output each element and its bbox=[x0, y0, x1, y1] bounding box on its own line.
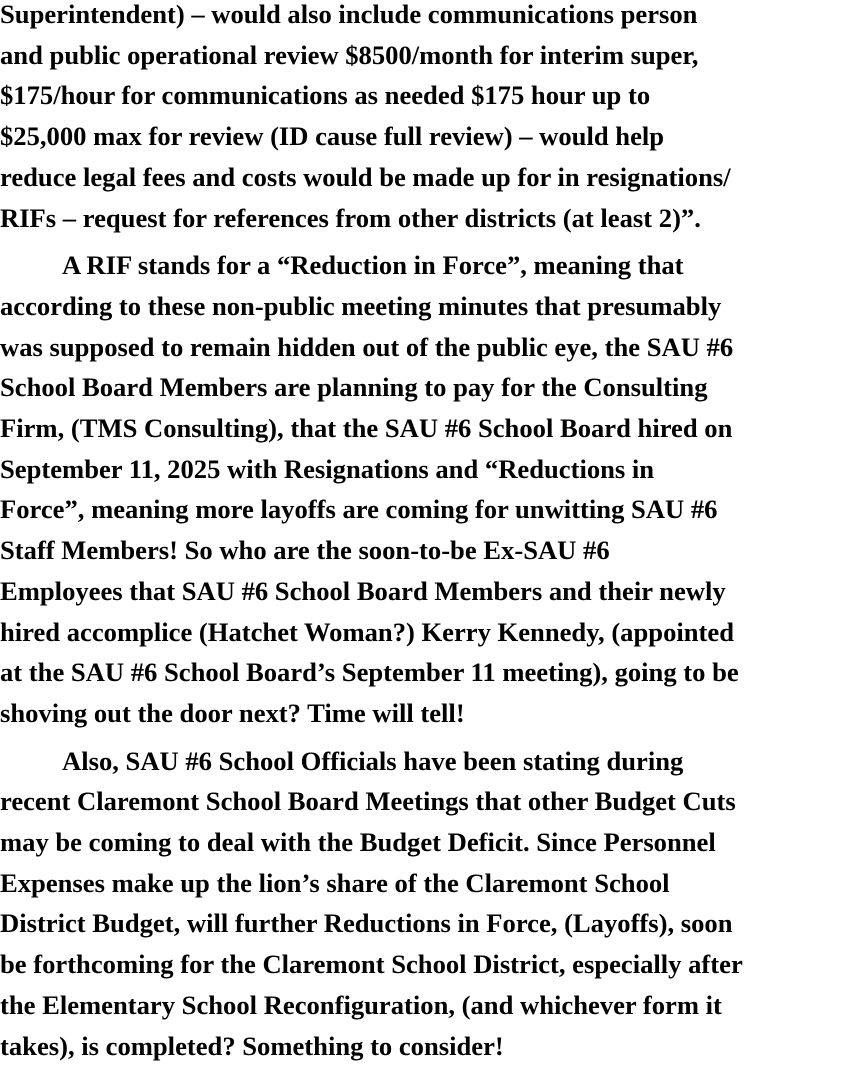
text-line: $25,000 max for review (ID cause full review) – would help bbox=[0, 121, 665, 152]
text-line: shoving out the door next? Time will tell! bbox=[0, 697, 465, 728]
text-line: hired accomplice (Hatchet Woman?) Kerry Kennedy, (appointed bbox=[0, 616, 734, 647]
text-line: recent Claremont School Board Meetings that other Budget Cuts bbox=[0, 786, 736, 817]
text-line: $175/hour for communications as needed $175 hour up to bbox=[0, 80, 651, 111]
text-line: takes), is completed? Something to consider! bbox=[0, 1030, 504, 1061]
text-line: Force”, meaning more layoffs are coming for unwitting SAU #6 bbox=[0, 494, 718, 525]
text-line: be forthcoming for the Claremont School District, especially after bbox=[0, 949, 743, 980]
text-line: RIFs – request for references from other districts (at least 2)”. bbox=[0, 202, 701, 233]
text-line: District Budget, will further Reductions in Force, (Layoffs), soon bbox=[0, 908, 733, 939]
text-line: according to these non-public meeting minutes that presumably bbox=[0, 290, 722, 321]
paragraph-1 bbox=[0, 0, 865, 238]
text-line: A RIF stands for a “Reduction in Force”, meaning that bbox=[62, 250, 684, 281]
paragraph-3 bbox=[0, 741, 865, 1067]
text-line: may be coming to deal with the Budget Deficit. Since Personnel bbox=[0, 827, 716, 858]
text-line: was supposed to remain hidden out of the public eye, the SAU #6 bbox=[0, 331, 734, 362]
text-line: the Elementary School Reconfiguration, (and whichever form it bbox=[0, 989, 722, 1020]
text-line: Superintendent) – would also include communications person bbox=[0, 0, 698, 29]
text-line: reduce legal fees and costs would be made up for in resignations/ bbox=[0, 161, 731, 192]
text-line: September 11, 2025 with Resignations and “Reductions in bbox=[0, 453, 655, 484]
text-line: Firm, (TMS Consulting), that the SAU #6 School Board hired on bbox=[0, 413, 733, 444]
text-line: and public operational review $8500/month for interim super, bbox=[0, 39, 699, 70]
text-line: School Board Members are planning to pay for the Consulting bbox=[0, 372, 708, 403]
text-line: Expenses make up the lion’s share of the Claremont School bbox=[0, 867, 670, 898]
text-line: Also, SAU #6 School Officials have been stating during bbox=[62, 745, 684, 776]
text-line: Employees that SAU #6 School Board Members and their newly bbox=[0, 575, 726, 606]
text-line: at the SAU #6 School Board’s September 11 meeting), going to be bbox=[0, 657, 739, 688]
text-line: Staff Members! So who are the soon-to-be Ex-SAU #6 bbox=[0, 535, 610, 566]
paragraph-2 bbox=[0, 245, 865, 733]
